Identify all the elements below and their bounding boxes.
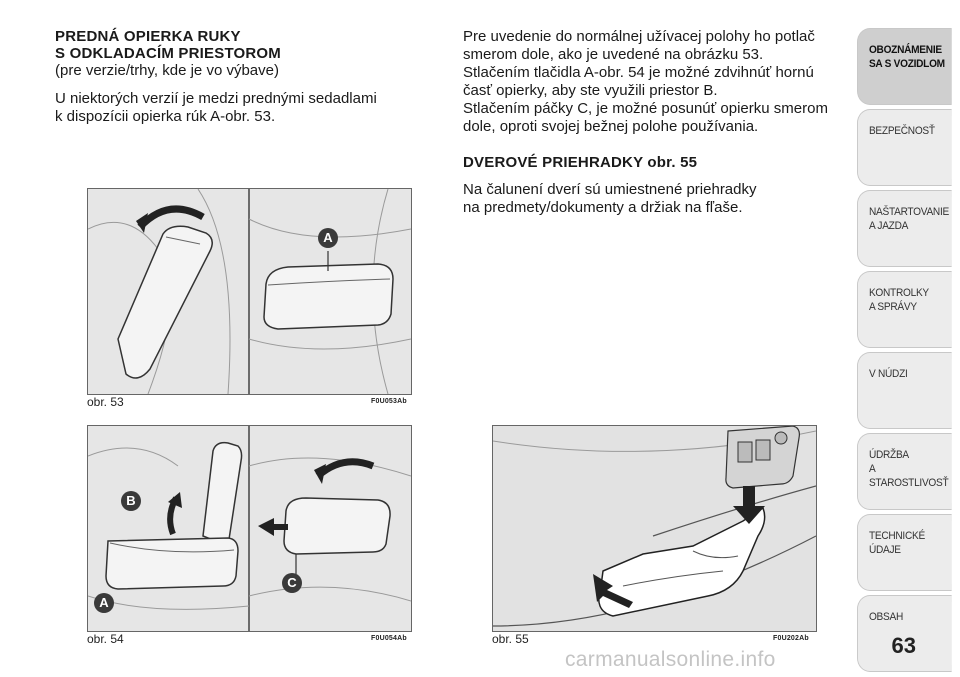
paragraph-line: časť opierky, aby ste využili priestor B. (463, 82, 718, 99)
tab-label: A JAZDA (868, 220, 909, 232)
tab-oboznamenie[interactable] (857, 28, 952, 105)
figure-53-code: F0U053Ab (371, 398, 407, 405)
tab-label: A SPRÁVY (868, 301, 917, 313)
tab-label: V NÚDZI (868, 368, 908, 380)
tab-label: SA S VOZIDLOM (868, 58, 945, 70)
figure-55-code: F0U202Ab (773, 635, 809, 642)
paragraph-line: na predmety/dokumenty a držiak na fľaše. (463, 199, 743, 216)
paragraph-line: Stlačením páčky C, je možné posunúť opierku smerom (463, 100, 828, 117)
tab-label: ÚDRŽBA (868, 449, 909, 461)
page-number: 63 (891, 633, 916, 658)
section-heading-door-compartments: DVEROVÉ PRIEHRADKY obr. 55 (463, 154, 698, 171)
figure-54-caption: obr. 54 (87, 632, 124, 646)
tab-nastartovanie[interactable] (857, 190, 952, 267)
figure-55-caption: obr. 55 (492, 632, 529, 646)
right-text-column (463, 28, 848, 217)
figure-54-label-b: B (121, 491, 141, 511)
figure-53-label-a: A (318, 228, 338, 248)
tab-v-nudzi[interactable] (857, 352, 952, 429)
tab-technicke-udaje[interactable] (857, 514, 952, 591)
section-subheading: (pre verzie/trhy, kde je vo výbave) (55, 62, 279, 79)
tab-label: OBOZNÁMENIE (868, 44, 942, 56)
tab-label: A STAROSTLIVOSŤ (868, 463, 949, 489)
tab-label: BEZPEČNOSŤ (868, 125, 935, 137)
paragraph-line: smerom dole, ako je uvedené na obrázku 53. (463, 46, 764, 63)
tab-udrzba[interactable] (857, 433, 952, 510)
figure-53-caption: obr. 53 (87, 395, 124, 409)
tab-label: ÚDAJE (868, 544, 901, 556)
figure-54-armrest-open (87, 425, 412, 632)
paragraph-line: Na čalunení dverí sú umiestnené priehradky (463, 181, 757, 198)
tab-label: KONTROLKY (868, 287, 929, 299)
left-text-column (55, 28, 415, 126)
paragraph-line: Pre uvedenie do normálnej užívacej polohy ho potlač (463, 28, 815, 45)
figure-54-label-a: A (94, 593, 114, 613)
tab-bezpecnost[interactable] (857, 109, 952, 186)
chapter-sidebar (857, 28, 960, 676)
paragraph-line: Stlačením tlačidla A-obr. 54 je možné zdvihnúť hornú (463, 64, 814, 81)
tab-label: TECHNICKÉ (868, 530, 925, 542)
paragraph-line: dole, oproti svojej bežnej polohe používania. (463, 118, 759, 135)
paragraph-line: U niektorých verzií je medzi prednými sedadlami (55, 90, 377, 107)
watermark: carmanualsonline.info (565, 648, 776, 671)
section-heading-line1: PREDNÁ OPIERKA RUKY (55, 28, 241, 45)
figure-55-door-compartments (492, 425, 817, 632)
paragraph-line: k dispozícii opierka rúk A-obr. 53. (55, 108, 276, 125)
figure-54-label-c: C (282, 573, 302, 593)
section-heading-line2: S ODKLADACÍM PRIESTOROM (55, 45, 281, 62)
tab-label: NAŠTARTOVANIE (868, 206, 949, 218)
figure-53-armrest (87, 188, 412, 395)
figure-54-code: F0U054Ab (371, 635, 407, 642)
tab-label: OBSAH (868, 611, 904, 623)
tab-kontrolky[interactable] (857, 271, 952, 348)
